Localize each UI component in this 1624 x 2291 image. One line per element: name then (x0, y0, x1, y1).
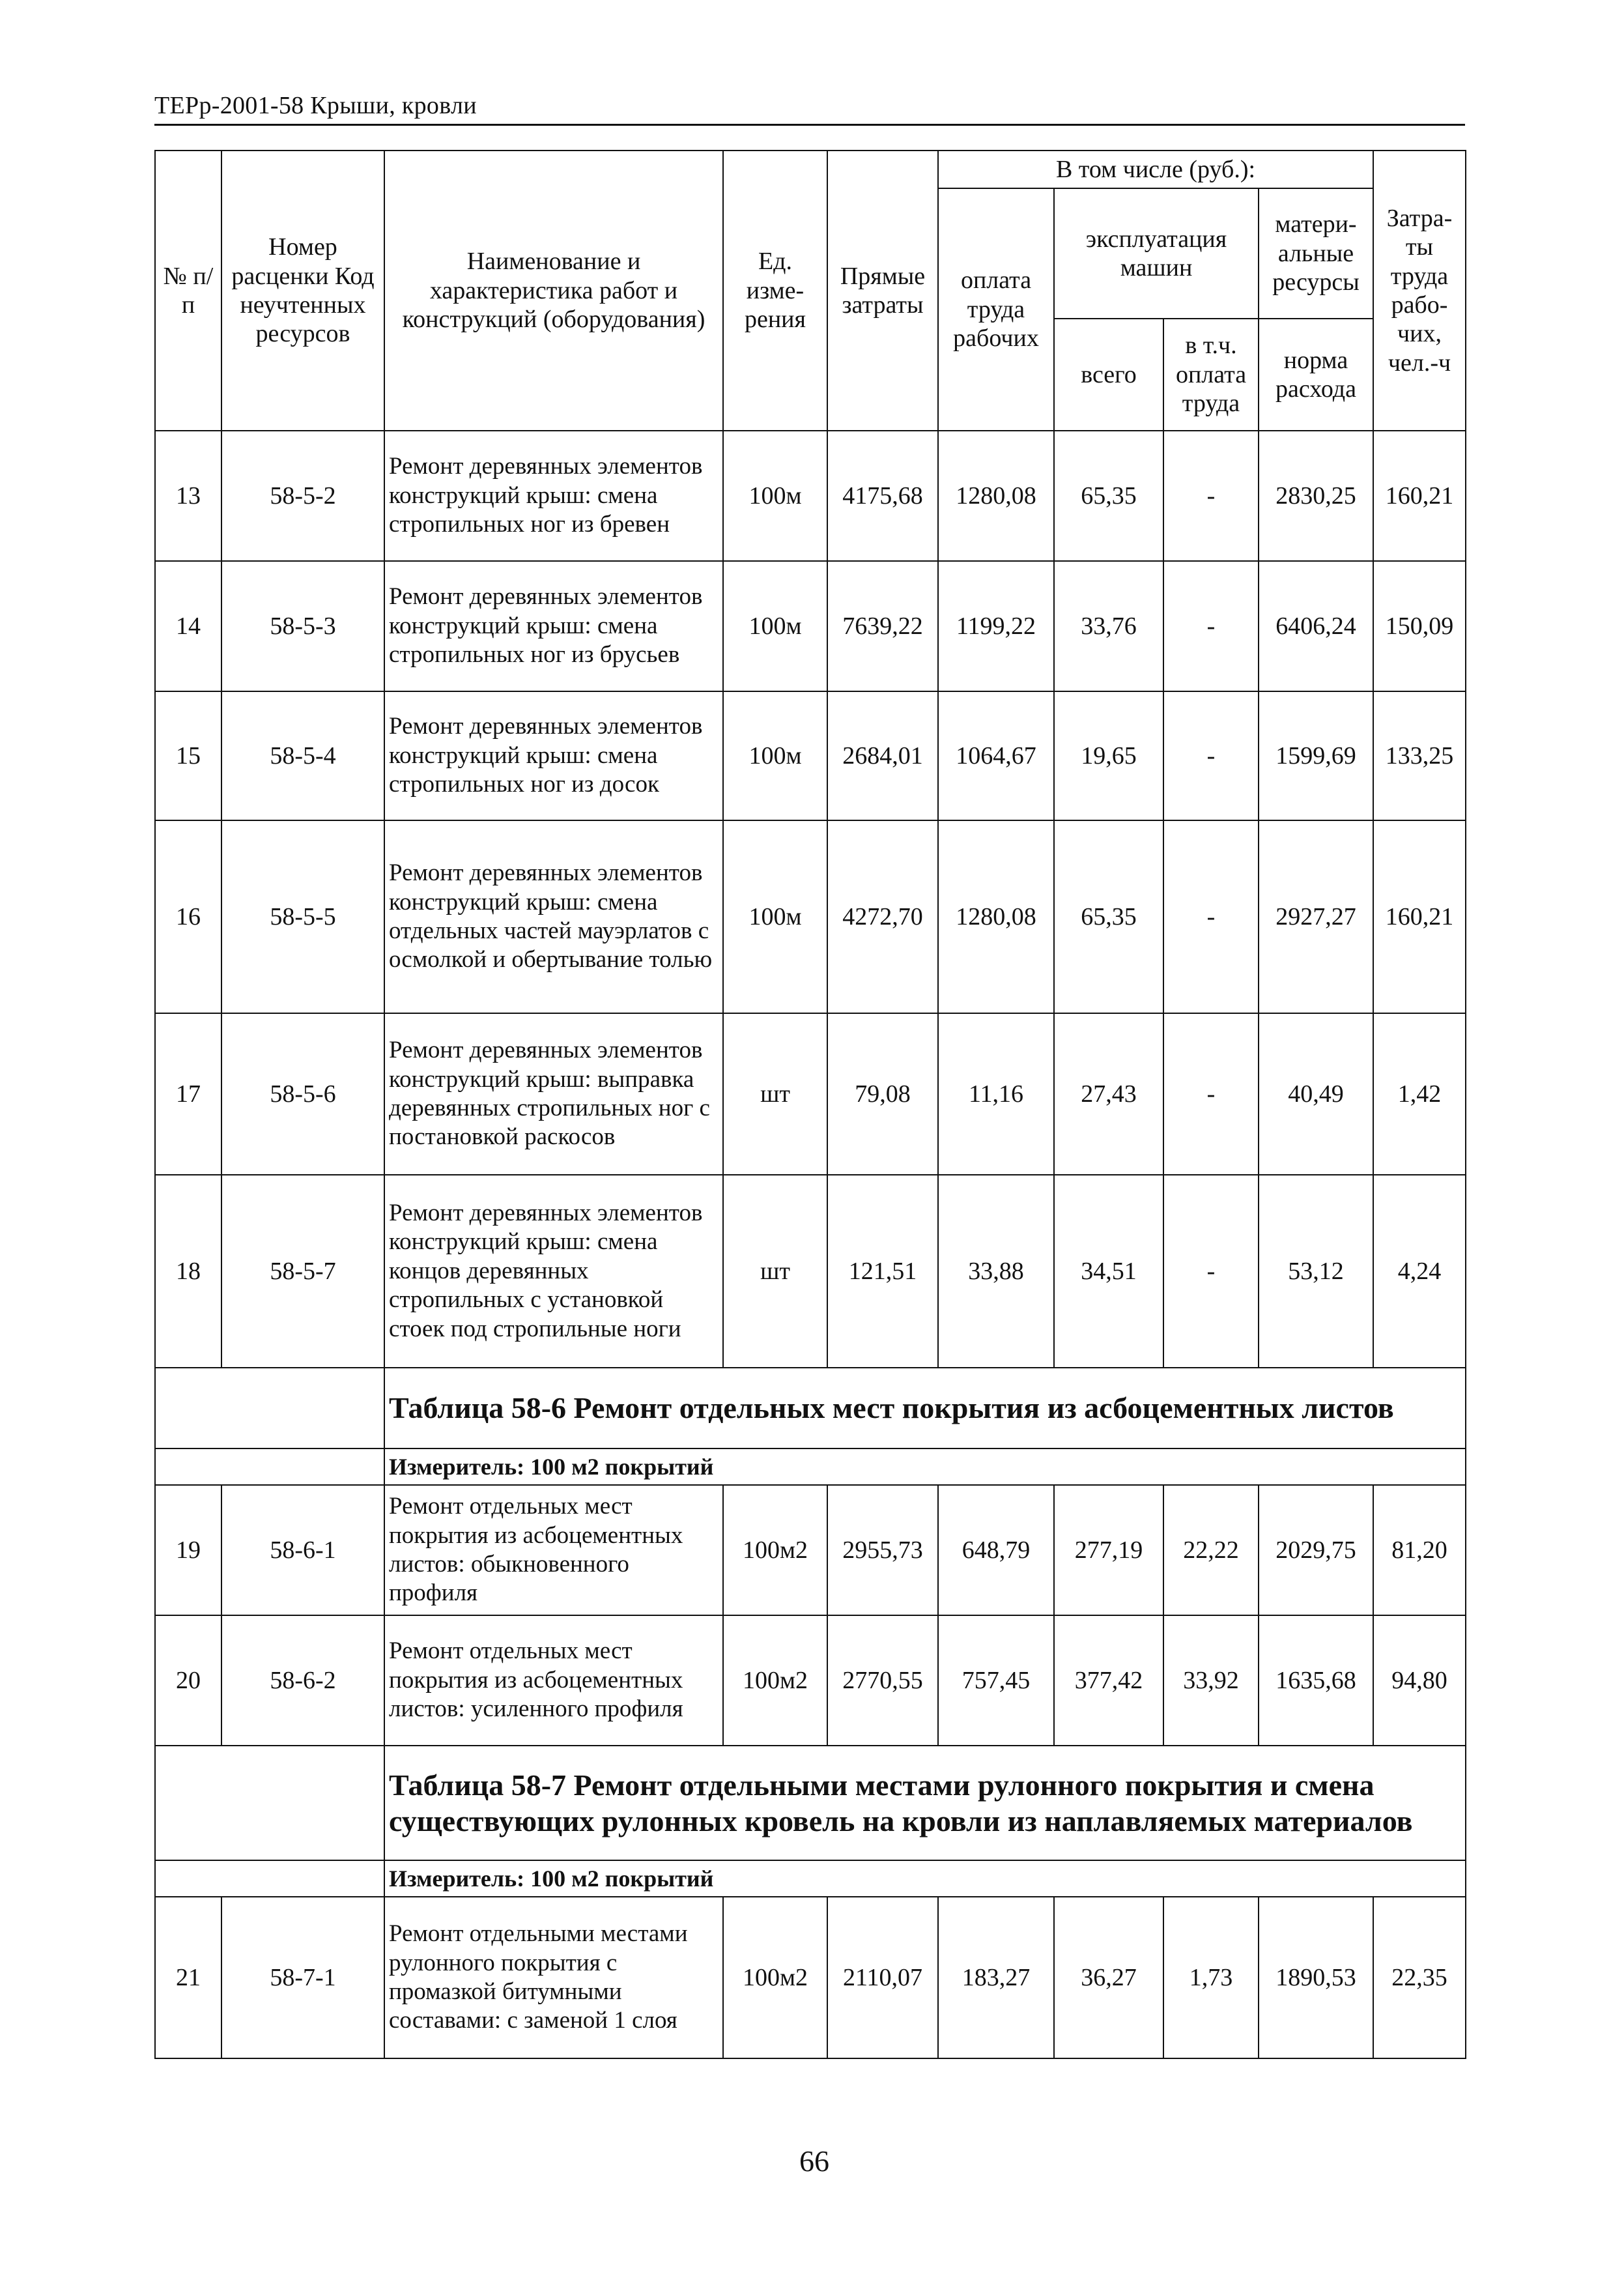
measure-58-6: Измеритель: 100 м2 покрытий (384, 1448, 1466, 1485)
row-materials: 1599,69 (1259, 691, 1373, 820)
row-direct: 4272,70 (827, 820, 938, 1013)
table-row (155, 1485, 1466, 1615)
row-wages: 1199,22 (938, 561, 1054, 691)
row-direct: 4175,68 (827, 431, 938, 561)
header-unit: Ед. изме-рения (723, 151, 827, 431)
measure-spacer (155, 1860, 384, 1897)
row-machines: 377,42 (1054, 1615, 1163, 1746)
row-machines-wages: - (1163, 1175, 1259, 1368)
header-direct: Прямые затраты (827, 151, 938, 431)
row-materials: 53,12 (1259, 1175, 1373, 1368)
row-code: 58-5-4 (221, 691, 384, 820)
row-wages: 757,45 (938, 1615, 1054, 1746)
row-num: 19 (155, 1485, 221, 1615)
row-num: 13 (155, 431, 221, 561)
row-unit: шт (723, 1175, 827, 1368)
row-machines-wages: 22,22 (1163, 1485, 1259, 1615)
row-wages: 1280,08 (938, 820, 1054, 1013)
header-machines-wages: в т.ч. оплата труда (1163, 319, 1259, 431)
row-materials: 2830,25 (1259, 431, 1373, 561)
section-title-row (155, 1746, 1466, 1860)
row-machines: 34,51 (1054, 1175, 1163, 1368)
row-labor: 81,20 (1373, 1485, 1466, 1615)
row-code: 58-6-1 (221, 1485, 384, 1615)
row-wages: 11,16 (938, 1013, 1054, 1175)
page-number: 66 (799, 2144, 829, 2178)
row-wages: 183,27 (938, 1897, 1054, 2058)
table-row (155, 1897, 1466, 2058)
row-machines: 27,43 (1054, 1013, 1163, 1175)
row-machines: 65,35 (1054, 820, 1163, 1013)
measure-row (155, 1860, 1466, 1897)
row-materials: 2029,75 (1259, 1485, 1373, 1615)
header-num: № п/п (155, 151, 221, 431)
row-machines-wages: - (1163, 820, 1259, 1013)
row-code: 58-5-5 (221, 820, 384, 1013)
row-num: 16 (155, 820, 221, 1013)
table-row (155, 820, 1466, 1013)
row-num: 15 (155, 691, 221, 820)
table-row (155, 1615, 1466, 1746)
row-num: 20 (155, 1615, 221, 1746)
row-unit: 100м (723, 691, 827, 820)
row-materials: 40,49 (1259, 1013, 1373, 1175)
row-code: 58-5-7 (221, 1175, 384, 1368)
row-machines-wages: 1,73 (1163, 1897, 1259, 2058)
row-num: 18 (155, 1175, 221, 1368)
row-labor: 160,21 (1373, 431, 1466, 561)
row-code: 58-6-2 (221, 1615, 384, 1746)
row-direct: 79,08 (827, 1013, 938, 1175)
row-code: 58-5-3 (221, 561, 384, 691)
table-row (155, 691, 1466, 820)
header-name: Наименование и характеристика работ и конструкций (оборудования) (384, 151, 723, 431)
header-row-1 (155, 151, 1466, 188)
row-labor: 160,21 (1373, 820, 1466, 1013)
row-wages: 33,88 (938, 1175, 1054, 1368)
row-unit: 100м (723, 561, 827, 691)
header-materials-norm: норма расхода (1259, 319, 1373, 431)
row-num: 14 (155, 561, 221, 691)
row-labor: 94,80 (1373, 1615, 1466, 1746)
row-name: Ремонт деревянных элементов конструкций крыш: смена стропильных ног из брусьев (384, 561, 723, 691)
row-name: Ремонт деревянных элементов конструкций крыш: смена отдельных частей мауэрлатов с осмолкой и обертывание толью (384, 820, 723, 1013)
table-row (155, 431, 1466, 561)
row-name: Ремонт деревянных элементов конструкций крыш: смена стропильных ног из досок (384, 691, 723, 820)
row-materials: 6406,24 (1259, 561, 1373, 691)
row-num: 21 (155, 1897, 221, 2058)
running-head: ТЕРр-2001-58 Крыши, кровли (154, 92, 477, 119)
row-labor: 133,25 (1373, 691, 1466, 820)
row-labor: 22,35 (1373, 1897, 1466, 2058)
row-name: Ремонт деревянных элементов конструкций крыш: выправка деревянных стропильных ног с постановкой раскосов (384, 1013, 723, 1175)
row-wages: 1064,67 (938, 691, 1054, 820)
row-machines-wages: - (1163, 561, 1259, 691)
row-machines-wages: - (1163, 1013, 1259, 1175)
row-machines-wages: - (1163, 691, 1259, 820)
row-labor: 4,24 (1373, 1175, 1466, 1368)
row-unit: 100м2 (723, 1615, 827, 1746)
rates-table (154, 150, 1466, 2059)
header-code: Номер расценки Код неучтенных ресурсов (221, 151, 384, 431)
row-materials: 1890,53 (1259, 1897, 1373, 2058)
measure-spacer (155, 1448, 384, 1485)
section-title-spacer (155, 1368, 384, 1448)
row-direct: 2955,73 (827, 1485, 938, 1615)
row-code: 58-5-2 (221, 431, 384, 561)
row-machines: 277,19 (1054, 1485, 1163, 1615)
row-name: Ремонт отдельными местами рулонного покрытия с промазкой битумными составами: с заменой 1 слоя (384, 1897, 723, 2058)
row-labor: 150,09 (1373, 561, 1466, 691)
row-machines-wages: - (1163, 431, 1259, 561)
row-name: Ремонт отдельных мест покрытия из асбоцементных листов: усиленного профиля (384, 1615, 723, 1746)
row-machines: 19,65 (1054, 691, 1163, 820)
row-direct: 2684,01 (827, 691, 938, 820)
table-row (155, 1175, 1466, 1368)
table-row (155, 1013, 1466, 1175)
header-including: В том числе (руб.): (938, 151, 1373, 188)
row-name: Ремонт отдельных мест покрытия из асбоцементных листов: обыкновенного профиля (384, 1485, 723, 1615)
row-wages: 1280,08 (938, 431, 1054, 561)
row-machines: 65,35 (1054, 431, 1163, 561)
row-num: 17 (155, 1013, 221, 1175)
section-title-58-6: Таблица 58-6 Ремонт отдельных мест покрытия из асбоцементных листов (384, 1368, 1466, 1448)
row-materials: 1635,68 (1259, 1615, 1373, 1746)
row-unit: 100м (723, 431, 827, 561)
row-machines: 33,76 (1054, 561, 1163, 691)
row-direct: 2770,55 (827, 1615, 938, 1746)
header-materials: матери-альные ресурсы (1259, 188, 1373, 319)
row-labor: 1,42 (1373, 1013, 1466, 1175)
header-machines: эксплуатация машин (1054, 188, 1259, 319)
section-title-row (155, 1368, 1466, 1448)
row-unit: 100м (723, 820, 827, 1013)
row-materials: 2927,27 (1259, 820, 1373, 1013)
row-direct: 2110,07 (827, 1897, 938, 2058)
row-unit: 100м2 (723, 1485, 827, 1615)
header-machines-total: всего (1054, 319, 1163, 431)
row-wages: 648,79 (938, 1485, 1054, 1615)
table-row (155, 561, 1466, 691)
row-direct: 7639,22 (827, 561, 938, 691)
section-title-58-7: Таблица 58-7 Ремонт отдельными местами рулонного покрытия и смена существующих рулонных кровель на кровли из наплавляемых материалов (384, 1746, 1466, 1860)
row-code: 58-5-6 (221, 1013, 384, 1175)
row-name: Ремонт деревянных элементов конструкций крыш: смена концов деревянных стропильных с установкой стоек под стропильные ноги (384, 1175, 723, 1368)
header-rule (154, 124, 1465, 126)
header-wages: оплата труда рабочих (938, 188, 1054, 431)
row-direct: 121,51 (827, 1175, 938, 1368)
row-name: Ремонт деревянных элементов конструкций крыш: смена стропильных ног из бревен (384, 431, 723, 561)
row-unit: шт (723, 1013, 827, 1175)
measure-58-7: Измеритель: 100 м2 покрытий (384, 1860, 1466, 1897)
row-code: 58-7-1 (221, 1897, 384, 2058)
section-title-spacer (155, 1746, 384, 1860)
measure-row (155, 1448, 1466, 1485)
row-machines-wages: 33,92 (1163, 1615, 1259, 1746)
header-labor: Затра-ты труда рабо-чих, чел.-ч (1373, 151, 1466, 431)
row-machines: 36,27 (1054, 1897, 1163, 2058)
row-unit: 100м2 (723, 1897, 827, 2058)
